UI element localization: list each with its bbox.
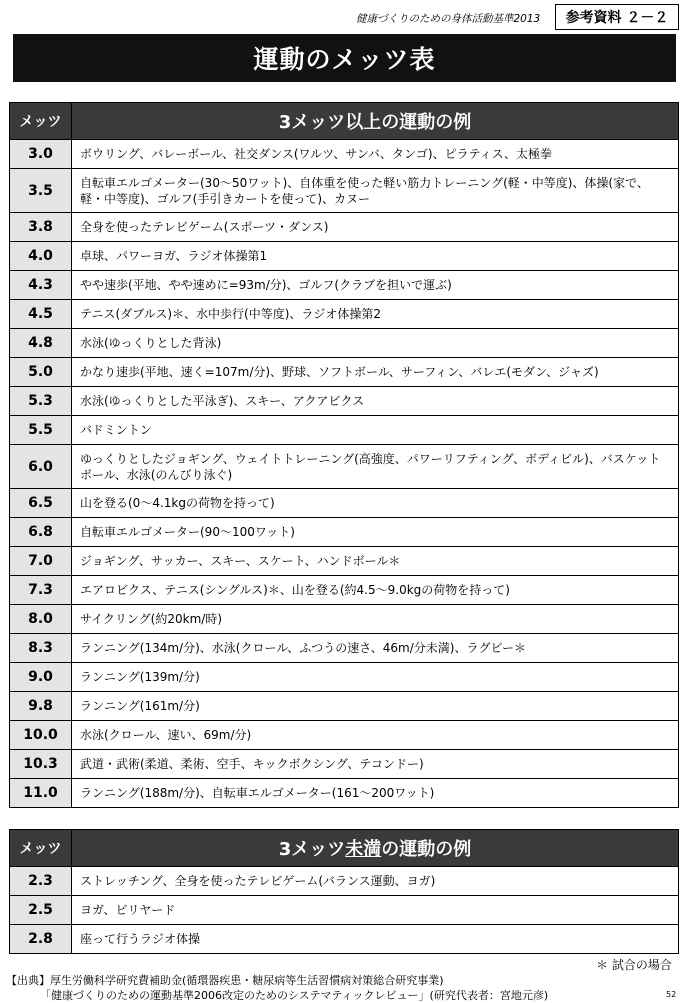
mets-value: 3.8 [10, 213, 72, 242]
mets-value: 2.3 [10, 867, 72, 896]
activity-examples: 卓球、パワーヨガ、ラジオ体操第1 [72, 242, 679, 271]
table-row [10, 634, 679, 663]
mets-value: 5.5 [10, 416, 72, 445]
column-header-examples [72, 830, 679, 867]
footnote: ＊ 試合の場合 [596, 958, 672, 972]
activity-examples: ジョギング、サッカー、スキー、スケート、ハンドボール＊ [72, 547, 679, 576]
mets-value: 10.0 [10, 721, 72, 750]
header-prefix: 3メッツ [278, 839, 346, 860]
mets-value: 6.5 [10, 489, 72, 518]
table-row [10, 140, 679, 169]
activity-examples: ランニング(188m/分)、自転車エルゴメーター(161～200ワット) [72, 779, 679, 808]
activity-examples: 水泳(ゆっくりとした平泳ぎ)、スキー、アクアビクス [72, 387, 679, 416]
table-row [10, 547, 679, 576]
reference-label: 参考資料 ２－２ [555, 4, 679, 30]
activity-examples: ランニング(134m/分)、水泳(クロール、ふつうの速さ、46m/分未満)、ラグビー＊ [72, 634, 679, 663]
activity-examples: 水泳(クロール、速い、69m/分) [72, 721, 679, 750]
mets-value: 9.8 [10, 692, 72, 721]
column-header-mets: メッツ [10, 103, 72, 140]
column-header-examples: 3メッツ以上の運動の例 [72, 103, 679, 140]
mets-value: 10.3 [10, 750, 72, 779]
table-row [10, 329, 679, 358]
activity-examples: ヨガ、ビリヤード [72, 896, 679, 925]
table-row [10, 925, 679, 954]
activity-examples: ストレッチング、全身を使ったテレビゲーム(バランス運動、ヨガ) [72, 867, 679, 896]
activity-examples: 全身を使ったテレビゲーム(スポーツ・ダンス) [72, 213, 679, 242]
table-row [10, 663, 679, 692]
table-row [10, 605, 679, 634]
activity-examples: バドミントン [72, 416, 679, 445]
table-row [10, 518, 679, 547]
mets-value: 8.0 [10, 605, 72, 634]
mets-value: 2.8 [10, 925, 72, 954]
activity-examples: 山を登る(0～4.1kgの荷物を持って) [72, 489, 679, 518]
mets-value: 7.0 [10, 547, 72, 576]
mets-value: 2.5 [10, 896, 72, 925]
table-row [10, 750, 679, 779]
activity-examples: やや速歩(平地、やや速めに=93m/分)、ゴルフ(クラブを担いで運ぶ) [72, 271, 679, 300]
mets-value: 6.8 [10, 518, 72, 547]
mets-value: 9.0 [10, 663, 72, 692]
table-row [10, 692, 679, 721]
page-number: 52 [666, 990, 677, 999]
table-row [10, 358, 679, 387]
mets-value: 4.0 [10, 242, 72, 271]
activity-examples: ランニング(139m/分) [72, 663, 679, 692]
activity-examples: 自転車エルゴメーター(90～100ワット) [72, 518, 679, 547]
table-row [10, 896, 679, 925]
table-row [10, 213, 679, 242]
mets-table-3-plus [9, 102, 679, 808]
mets-value: 4.3 [10, 271, 72, 300]
mets-value: 5.0 [10, 358, 72, 387]
mets-value: 7.3 [10, 576, 72, 605]
mets-value: 6.0 [10, 445, 72, 489]
table-row [10, 867, 679, 896]
activity-examples: 座って行うラジオ体操 [72, 925, 679, 954]
table-row [10, 779, 679, 808]
document-subtitle: 健康づくりのための身体活動基準2013 [356, 13, 541, 25]
table-row [10, 300, 679, 329]
activity-examples: ランニング(161m/分) [72, 692, 679, 721]
table-row [10, 169, 679, 213]
header-suffix: の運動の例 [381, 839, 472, 860]
header-underlined: 未満 [345, 839, 382, 860]
table-row [10, 387, 679, 416]
source-line-2: 「健康づくりのための運動基準2006改定のためのシステマティックレビュー」(研究代表者：宮地元彦) [40, 989, 549, 1002]
activity-examples: エアロビクス、テニス(シングルス)＊、山を登る(約4.5～9.0kgの荷物を持って) [72, 576, 679, 605]
mets-value: 8.3 [10, 634, 72, 663]
activity-examples: かなり速歩(平地、速く=107m/分)、野球、ソフトボール、サーフィン、バレエ(モダン、ジャズ) [72, 358, 679, 387]
table-row [10, 576, 679, 605]
table-row [10, 489, 679, 518]
activity-examples: 武道・武術(柔道、柔術、空手、キックボクシング、テコンドー) [72, 750, 679, 779]
mets-value: 4.8 [10, 329, 72, 358]
table-row [10, 242, 679, 271]
table-row [10, 721, 679, 750]
mets-value: 3.5 [10, 169, 72, 213]
activity-examples: 自転車エルゴメーター(30～50ワット)、自体重を使った軽い筋力トレーニング(軽・中等度)、体操(家で、軽・中等度)、ゴルフ(手引きカートを使って)、カヌー [72, 169, 679, 213]
mets-value: 11.0 [10, 779, 72, 808]
mets-value: 4.5 [10, 300, 72, 329]
source-line-1: 【出典】厚生労働科学研究費補助金(循環器疾患・糖尿病等生活習慣病対策総合研究事業) [6, 974, 444, 987]
table-row [10, 271, 679, 300]
mets-value: 5.3 [10, 387, 72, 416]
mets-table-under-3 [9, 829, 679, 954]
activity-examples: テニス(ダブルス)＊、水中歩行(中等度)、ラジオ体操第2 [72, 300, 679, 329]
activity-examples: ボウリング、バレーボール、社交ダンス(ワルツ、サンバ、タンゴ)、ピラティス、太極拳 [72, 140, 679, 169]
mets-value: 3.0 [10, 140, 72, 169]
table-row [10, 445, 679, 489]
column-header-mets: メッツ [10, 830, 72, 867]
activity-examples: サイクリング(約20km/時) [72, 605, 679, 634]
activity-examples: ゆっくりとしたジョギング、ウェイトトレーニング(高強度、パワーリフティング、ボディビル)、バスケットボール、水泳(のんびり泳ぐ) [72, 445, 679, 489]
activity-examples: 水泳(ゆっくりとした背泳) [72, 329, 679, 358]
table-row [10, 416, 679, 445]
page-title: 運動のメッツ表 [13, 34, 676, 82]
